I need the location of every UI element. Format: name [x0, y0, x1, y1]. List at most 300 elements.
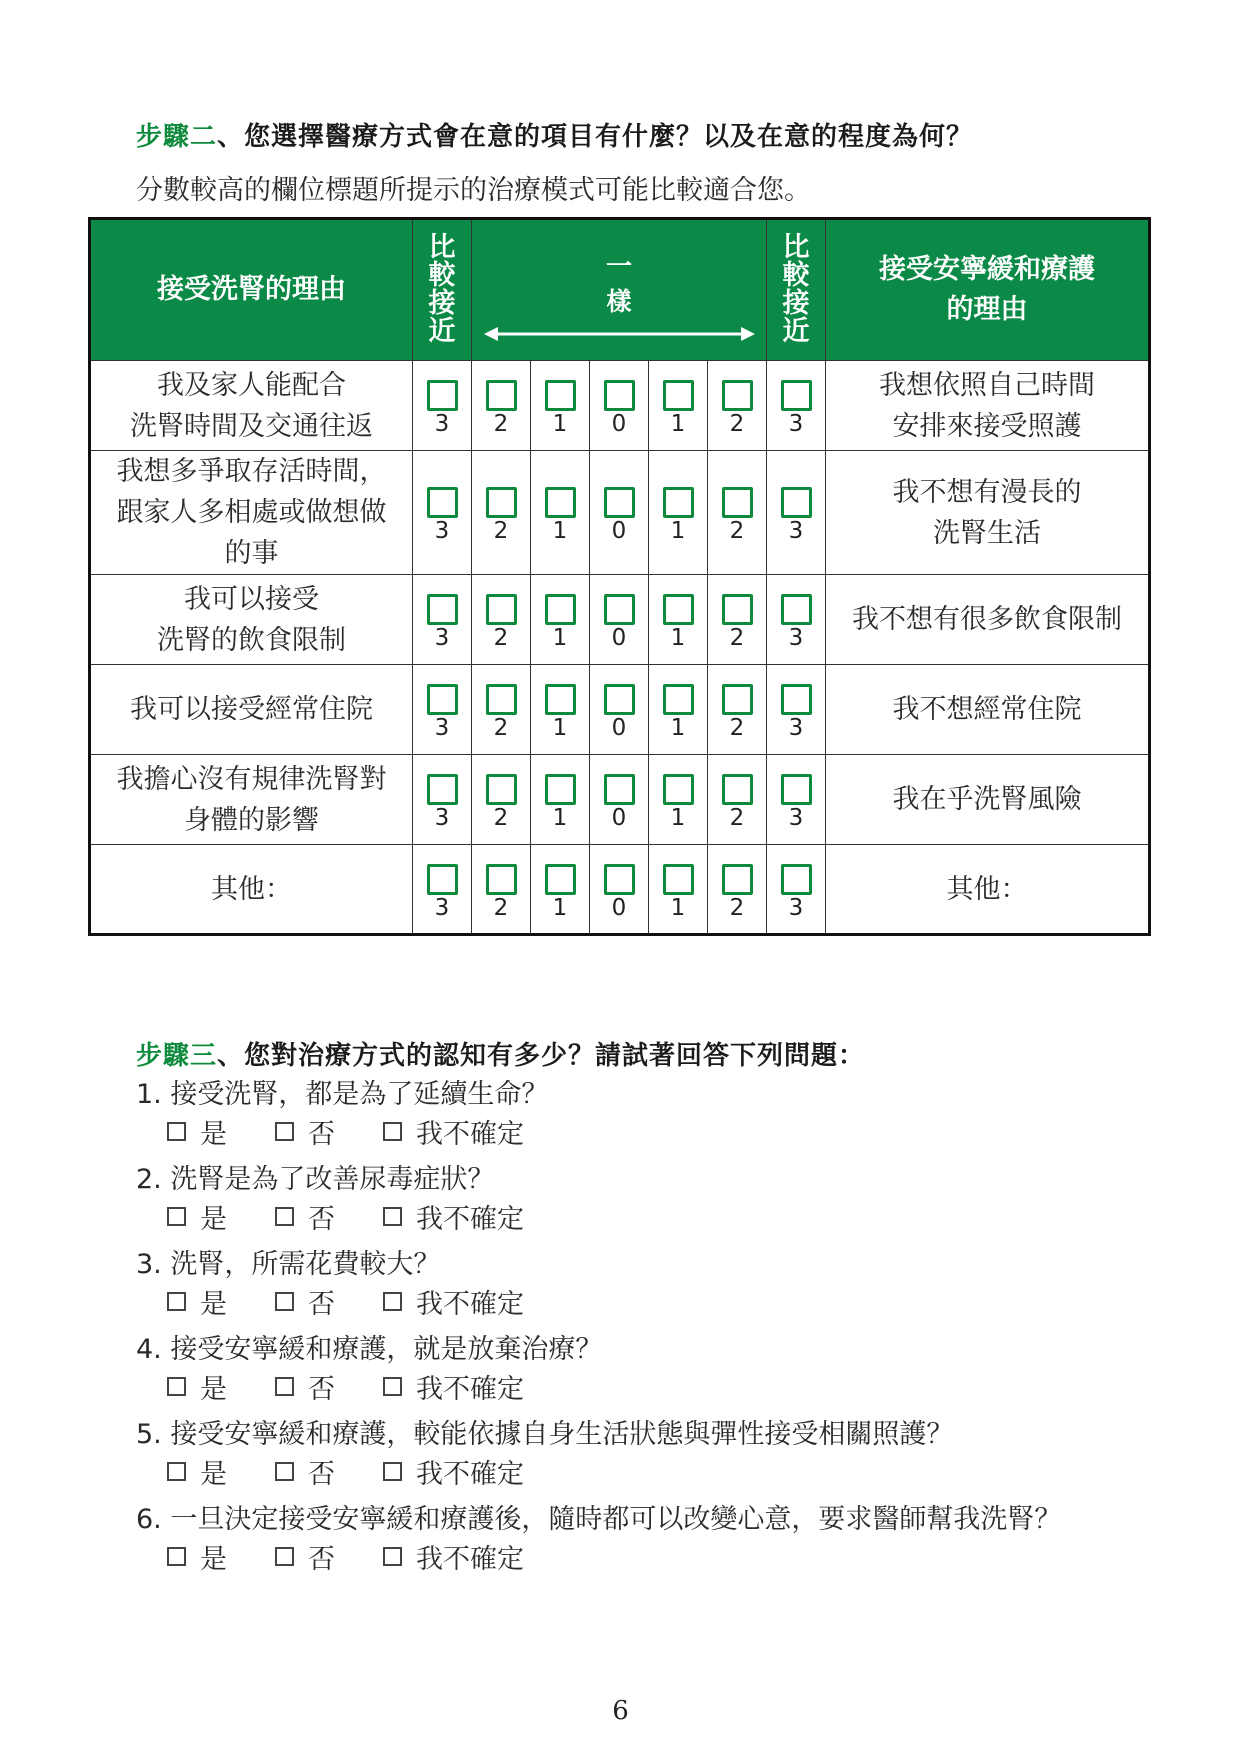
- answer-label: 否: [308, 1119, 335, 1150]
- rating-checkbox[interactable]: [486, 774, 517, 805]
- rating-cell[interactable]: [413, 845, 472, 935]
- left-reason: [90, 575, 413, 665]
- rating-score: 2: [729, 894, 745, 921]
- rating-checkbox[interactable]: [663, 380, 694, 411]
- rating-cell[interactable]: [472, 361, 531, 451]
- left-reason-line: 我擔心沒有規律洗腎對: [116, 763, 387, 795]
- rating-cell[interactable]: [649, 845, 708, 935]
- left-reason: [90, 361, 413, 451]
- answer-option[interactable]: [383, 1367, 524, 1406]
- vertical-char: 比: [782, 232, 810, 263]
- rating-score: 1: [552, 805, 568, 831]
- vertical-char: 較: [782, 260, 810, 291]
- rating-cell[interactable]: [767, 575, 826, 665]
- rating-cell[interactable]: [531, 575, 590, 665]
- rating-checkbox[interactable]: [663, 594, 694, 625]
- rating-cell-inner: [708, 670, 766, 749]
- rating-cell-inner: [472, 670, 530, 749]
- left-closer-header: [413, 219, 472, 361]
- rating-cell-inner: [649, 473, 707, 552]
- rating-checkbox[interactable]: [722, 594, 753, 625]
- rating-cell-inner: [413, 580, 471, 659]
- rating-cell-inner: [590, 760, 648, 839]
- answer-checkbox[interactable]: [275, 1547, 294, 1566]
- rating-cell[interactable]: [649, 451, 708, 575]
- rating-score: 1: [552, 411, 568, 437]
- rating-score: 1: [670, 715, 686, 741]
- rating-cell-inner: [590, 850, 648, 929]
- rating-score: 1: [670, 625, 686, 651]
- rating-cell[interactable]: [531, 361, 590, 451]
- rating-score: 2: [493, 894, 509, 921]
- vertical-char: 近: [782, 316, 810, 347]
- rating-cell-inner: [767, 670, 825, 749]
- rating-score: 2: [729, 715, 745, 741]
- rating-score: 1: [552, 625, 568, 651]
- answer-options: [167, 1452, 572, 1491]
- rating-cell[interactable]: [590, 575, 649, 665]
- rating-score: 3: [434, 411, 450, 437]
- answer-checkbox[interactable]: [167, 1122, 186, 1141]
- rating-score: 2: [493, 625, 509, 651]
- answer-label: 是: [200, 1544, 227, 1575]
- rating-cell-inner: [413, 366, 471, 445]
- rating-score: 2: [729, 805, 745, 831]
- rating-checkbox[interactable]: [663, 487, 694, 518]
- right-header-line1: 接受安寧緩和療護: [879, 254, 1095, 285]
- rating-cell[interactable]: [708, 451, 767, 575]
- rating-checkbox[interactable]: [427, 864, 458, 895]
- rating-checkbox[interactable]: [722, 774, 753, 805]
- answer-option[interactable]: [383, 1537, 524, 1576]
- answer-label: 我不確定: [416, 1374, 524, 1405]
- answer-option[interactable]: [383, 1282, 524, 1321]
- answer-option[interactable]: [167, 1452, 227, 1491]
- rating-cell[interactable]: [649, 665, 708, 755]
- page-number: 6: [612, 1696, 629, 1726]
- double-arrow-icon: [484, 324, 755, 344]
- answer-option[interactable]: [275, 1112, 335, 1151]
- rating-score: 0: [611, 411, 627, 437]
- rating-cell[interactable]: [708, 665, 767, 755]
- left-reason-line: 我可以接受: [184, 583, 319, 615]
- rating-score: 2: [493, 518, 509, 544]
- rating-cell-inner: [413, 473, 471, 552]
- rating-cell[interactable]: [472, 845, 531, 935]
- rating-score: 3: [434, 894, 450, 921]
- answer-options: [167, 1197, 572, 1236]
- answer-label: 否: [308, 1374, 335, 1405]
- rating-checkbox[interactable]: [486, 864, 517, 895]
- rating-score: 3: [434, 518, 450, 544]
- rating-score: 0: [611, 894, 627, 921]
- left-reason: [90, 665, 413, 755]
- middle-dash: 一: [605, 252, 633, 282]
- answer-label: 否: [308, 1289, 335, 1320]
- rating-score: 3: [434, 715, 450, 741]
- rating-cell-inner: [472, 366, 530, 445]
- rating-score: 1: [670, 411, 686, 437]
- rating-cell[interactable]: [708, 755, 767, 845]
- rating-checkbox[interactable]: [663, 684, 694, 715]
- answer-option[interactable]: [167, 1367, 227, 1406]
- left-reason-line: 洗腎時間及交通往返: [130, 410, 373, 442]
- right-reason-line: 其他：: [946, 873, 1028, 905]
- question-text: 4. 接受安寧緩和療護，就是放棄治療？: [136, 1334, 603, 1365]
- step2-title: [136, 116, 973, 153]
- answer-checkbox[interactable]: [383, 1207, 402, 1226]
- answer-option[interactable]: [383, 1197, 524, 1236]
- rating-cell-inner: [649, 760, 707, 839]
- rating-checkbox[interactable]: [486, 380, 517, 411]
- answer-option[interactable]: [167, 1282, 227, 1321]
- answer-option[interactable]: [383, 1112, 524, 1151]
- rating-cell[interactable]: [708, 845, 767, 935]
- vertical-char: 比: [428, 232, 456, 263]
- table-row: [90, 845, 1150, 935]
- answer-label: 是: [200, 1459, 227, 1490]
- question-text: 5. 接受安寧緩和療護，較能依據自身生活狀態與彈性接受相關照護？: [136, 1419, 954, 1450]
- rating-score: 2: [493, 805, 509, 831]
- left-reason-line: 我想多爭取存活時間，: [116, 456, 387, 487]
- answer-checkbox[interactable]: [167, 1207, 186, 1226]
- answer-options: [167, 1112, 572, 1151]
- right-closer-text: [767, 234, 825, 346]
- vertical-char: 接: [782, 288, 810, 319]
- answer-label: 我不確定: [416, 1459, 524, 1490]
- question-text: 6. 一旦決定接受安寧緩和療護後，隨時都可以改變心意，要求醫師幫我洗腎？: [136, 1504, 1062, 1535]
- rating-cell-inner: [531, 473, 589, 552]
- rating-cell-inner: [649, 366, 707, 445]
- rating-score: 0: [611, 518, 627, 544]
- middle-header: [472, 219, 767, 361]
- table-row: [90, 451, 1150, 575]
- rating-checkbox[interactable]: [545, 487, 576, 518]
- rating-checkbox[interactable]: [604, 487, 635, 518]
- answer-label: 是: [200, 1289, 227, 1320]
- rating-cell[interactable]: [531, 845, 590, 935]
- rating-score: 2: [493, 715, 509, 741]
- answer-checkbox[interactable]: [383, 1292, 402, 1311]
- answer-checkbox[interactable]: [275, 1122, 294, 1141]
- rating-score: 2: [729, 518, 745, 544]
- rating-cell[interactable]: [767, 451, 826, 575]
- right-reason-line: 我不想有漫長的: [892, 476, 1082, 508]
- rating-cell-inner: [531, 670, 589, 749]
- right-reason: [826, 665, 1150, 755]
- answer-option[interactable]: [383, 1452, 524, 1491]
- rating-score: 2: [729, 411, 745, 437]
- table-row: [90, 361, 1150, 451]
- left-header-text: 接受洗腎的理由: [157, 274, 346, 305]
- rating-cell-inner: [708, 473, 766, 552]
- rating-cell[interactable]: [590, 755, 649, 845]
- rating-score: 3: [788, 805, 804, 831]
- question-text: 2. 洗腎是為了改善尿毒症狀？: [136, 1164, 495, 1195]
- rating-cell-inner: [531, 850, 589, 929]
- right-reason: [826, 361, 1150, 451]
- rating-cell[interactable]: [531, 665, 590, 755]
- rating-cell-inner: [590, 580, 648, 659]
- rating-score: 2: [493, 411, 509, 437]
- answer-option[interactable]: [167, 1537, 227, 1576]
- table-row: [90, 665, 1150, 755]
- rating-score: 3: [788, 411, 804, 437]
- rating-cell-inner: [708, 760, 766, 839]
- rating-checkbox[interactable]: [486, 594, 517, 625]
- rating-cell-inner: [590, 366, 648, 445]
- step3-text: 、您對治療方式的認知有多少？請試著回答下列問題：: [217, 1041, 866, 1071]
- answer-option[interactable]: [167, 1197, 227, 1236]
- answer-label: 是: [200, 1119, 227, 1150]
- rating-score: 1: [552, 894, 568, 921]
- vertical-char: 近: [428, 316, 456, 347]
- middle-label: 樣: [606, 287, 632, 316]
- rating-checkbox[interactable]: [722, 380, 753, 411]
- rating-cell-inner: [767, 366, 825, 445]
- rating-cell[interactable]: [413, 451, 472, 575]
- rating-checkbox[interactable]: [486, 684, 517, 715]
- right-reason-line: 我在乎洗腎風險: [892, 784, 1082, 815]
- rating-checkbox[interactable]: [781, 380, 812, 411]
- rating-cell[interactable]: [767, 665, 826, 755]
- rating-cell-inner: [767, 580, 825, 659]
- right-reason-line: 洗腎生活: [933, 517, 1041, 549]
- rating-cell[interactable]: [413, 575, 472, 665]
- left-reason-line: 的事: [224, 538, 279, 569]
- question-text: 1. 接受洗腎，都是為了延續生命？: [136, 1079, 549, 1110]
- question-text: 3. 洗腎，所需花費較大？: [136, 1249, 441, 1280]
- rating-score: 1: [670, 518, 686, 544]
- rating-cell-inner: [767, 760, 825, 839]
- rating-cell-inner: [531, 760, 589, 839]
- step3-prefix: 步驟三: [136, 1041, 218, 1071]
- rating-cell[interactable]: [590, 361, 649, 451]
- step2-text: 、您選擇醫療方式會在意的項目有什麼？以及在意的程度為何？: [217, 122, 974, 152]
- right-reason: [826, 755, 1150, 845]
- rating-cell[interactable]: [590, 845, 649, 935]
- rating-cell-inner: [413, 670, 471, 749]
- answer-option[interactable]: [275, 1367, 335, 1406]
- rating-cell-inner: [531, 580, 589, 659]
- rating-cell-inner: [649, 580, 707, 659]
- rating-cell-inner: [590, 670, 648, 749]
- answer-label: 我不確定: [416, 1289, 524, 1320]
- rating-cell-inner: [590, 473, 648, 552]
- right-reason-line: 我不想經常住院: [892, 694, 1082, 725]
- answer-checkbox[interactable]: [275, 1292, 294, 1311]
- answer-options: [167, 1367, 572, 1406]
- rating-cell[interactable]: [472, 575, 531, 665]
- rating-score: 0: [611, 625, 627, 651]
- left-closer-text: [413, 234, 471, 346]
- step2-prefix: 步驟二: [136, 122, 218, 152]
- answer-label: 我不確定: [416, 1204, 524, 1235]
- preference-table: [88, 217, 1151, 936]
- answer-option[interactable]: [275, 1452, 335, 1491]
- answer-checkbox[interactable]: [383, 1462, 402, 1481]
- rating-score: 3: [434, 625, 450, 651]
- right-reason: [826, 575, 1150, 665]
- left-reason-line: 洗腎的飲食限制: [157, 624, 346, 656]
- rating-cell-inner: [413, 850, 471, 929]
- rating-cell[interactable]: [531, 451, 590, 575]
- right-reason: [826, 451, 1150, 575]
- rating-checkbox[interactable]: [781, 684, 812, 715]
- answer-checkbox[interactable]: [383, 1122, 402, 1141]
- answer-label: 否: [308, 1544, 335, 1575]
- answer-option[interactable]: [275, 1197, 335, 1236]
- answer-checkbox[interactable]: [167, 1377, 186, 1396]
- rating-checkbox[interactable]: [486, 487, 517, 518]
- left-reason-line: 身體的影響: [184, 804, 319, 836]
- rating-checkbox[interactable]: [604, 864, 635, 895]
- rating-checkbox[interactable]: [604, 684, 635, 715]
- rating-checkbox[interactable]: [781, 774, 812, 805]
- rating-score: 3: [434, 805, 450, 831]
- rating-cell-inner: [649, 850, 707, 929]
- rating-score: 1: [552, 715, 568, 741]
- rating-cell[interactable]: [708, 575, 767, 665]
- right-header: [826, 219, 1150, 361]
- rating-score: 1: [670, 894, 686, 921]
- answer-checkbox[interactable]: [167, 1292, 186, 1311]
- rating-checkbox[interactable]: [604, 380, 635, 411]
- rating-cell[interactable]: [708, 361, 767, 451]
- rating-score: 1: [670, 805, 686, 831]
- answer-checkbox[interactable]: [275, 1207, 294, 1226]
- rating-cell[interactable]: [649, 755, 708, 845]
- rating-checkbox[interactable]: [663, 864, 694, 895]
- rating-checkbox[interactable]: [722, 487, 753, 518]
- rating-checkbox[interactable]: [604, 594, 635, 625]
- rating-score: 3: [788, 715, 804, 741]
- rating-cell[interactable]: [767, 845, 826, 935]
- left-reason-line: 其他：: [211, 873, 292, 905]
- rating-cell-inner: [649, 670, 707, 749]
- rating-cell[interactable]: [472, 451, 531, 575]
- rating-cell-inner: [472, 473, 530, 552]
- rating-cell-inner: [708, 580, 766, 659]
- rating-checkbox[interactable]: [545, 864, 576, 895]
- answer-options: [167, 1537, 572, 1576]
- answer-option[interactable]: [275, 1537, 335, 1576]
- rating-cell[interactable]: [649, 361, 708, 451]
- answer-label: 我不確定: [416, 1119, 524, 1150]
- rating-checkbox[interactable]: [427, 487, 458, 518]
- table-row: [90, 575, 1150, 665]
- rating-cell[interactable]: [413, 665, 472, 755]
- rating-score: 1: [552, 518, 568, 544]
- rating-cell-inner: [413, 760, 471, 839]
- rating-cell[interactable]: [590, 451, 649, 575]
- rating-checkbox[interactable]: [427, 684, 458, 715]
- rating-checkbox[interactable]: [781, 594, 812, 625]
- rating-checkbox[interactable]: [427, 594, 458, 625]
- rating-checkbox[interactable]: [781, 487, 812, 518]
- rating-score: 3: [788, 625, 804, 651]
- answer-checkbox[interactable]: [383, 1377, 402, 1396]
- step2-subtitle: 分數較高的欄位標題所提示的治療模式可能比較適合您。: [136, 175, 811, 206]
- rating-checkbox[interactable]: [604, 774, 635, 805]
- rating-cell-inner: [708, 850, 766, 929]
- right-reason-line: 我想依照自己時間: [879, 369, 1095, 401]
- rating-cell[interactable]: [413, 755, 472, 845]
- rating-cell-inner: [472, 850, 530, 929]
- left-header: [90, 219, 413, 361]
- rating-cell[interactable]: [590, 665, 649, 755]
- rating-checkbox[interactable]: [722, 684, 753, 715]
- table-row: [90, 755, 1150, 845]
- answer-checkbox[interactable]: [275, 1462, 294, 1481]
- rating-checkbox[interactable]: [545, 594, 576, 625]
- rating-checkbox[interactable]: [781, 864, 812, 895]
- answer-options: [167, 1282, 572, 1321]
- right-reason-line: 我不想有很多飲食限制: [852, 604, 1122, 635]
- left-reason: [90, 755, 413, 845]
- left-reason: [90, 845, 413, 935]
- rating-cell[interactable]: [767, 755, 826, 845]
- answer-checkbox[interactable]: [167, 1547, 186, 1566]
- rating-cell[interactable]: [472, 755, 531, 845]
- rating-cell[interactable]: [413, 361, 472, 451]
- answer-label: 否: [308, 1204, 335, 1235]
- rating-cell-inner: [472, 580, 530, 659]
- rating-cell-inner: [708, 366, 766, 445]
- rating-score: 3: [788, 518, 804, 544]
- rating-checkbox[interactable]: [545, 684, 576, 715]
- rating-cell-inner: [472, 760, 530, 839]
- right-reason: [826, 845, 1150, 935]
- left-reason-line: 我及家人能配合: [157, 369, 346, 401]
- rating-score: 3: [788, 894, 804, 921]
- rating-cell-inner: [767, 473, 825, 552]
- rating-cell[interactable]: [649, 575, 708, 665]
- rating-cell[interactable]: [531, 755, 590, 845]
- rating-score: 2: [729, 625, 745, 651]
- rating-checkbox[interactable]: [663, 774, 694, 805]
- rating-cell-inner: [531, 366, 589, 445]
- answer-option[interactable]: [167, 1112, 227, 1151]
- right-closer-header: [767, 219, 826, 361]
- step3-title: [136, 1035, 865, 1072]
- rating-checkbox[interactable]: [427, 774, 458, 805]
- rating-cell[interactable]: [472, 665, 531, 755]
- answer-label: 是: [200, 1204, 227, 1235]
- rating-cell[interactable]: [767, 361, 826, 451]
- right-header-line2: 的理由: [946, 294, 1028, 325]
- answer-option[interactable]: [275, 1282, 335, 1321]
- left-reason-line: 我可以接受經常住院: [130, 694, 373, 725]
- vertical-char: 接: [428, 288, 456, 319]
- rating-checkbox[interactable]: [545, 774, 576, 805]
- rating-checkbox[interactable]: [427, 380, 458, 411]
- vertical-char: 較: [428, 260, 456, 291]
- rating-checkbox[interactable]: [545, 380, 576, 411]
- left-reason-line: 跟家人多相處或做想做: [116, 497, 387, 528]
- answer-checkbox[interactable]: [383, 1547, 402, 1566]
- answer-checkbox[interactable]: [167, 1462, 186, 1481]
- answer-checkbox[interactable]: [275, 1377, 294, 1396]
- answer-label: 否: [308, 1459, 335, 1490]
- rating-cell-inner: [767, 850, 825, 929]
- answer-label: 我不確定: [416, 1544, 524, 1575]
- rating-score: 0: [611, 805, 627, 831]
- answer-label: 是: [200, 1374, 227, 1405]
- rating-score: 0: [611, 715, 627, 741]
- right-reason-line: 安排來接受照護: [892, 410, 1082, 442]
- rating-checkbox[interactable]: [722, 864, 753, 895]
